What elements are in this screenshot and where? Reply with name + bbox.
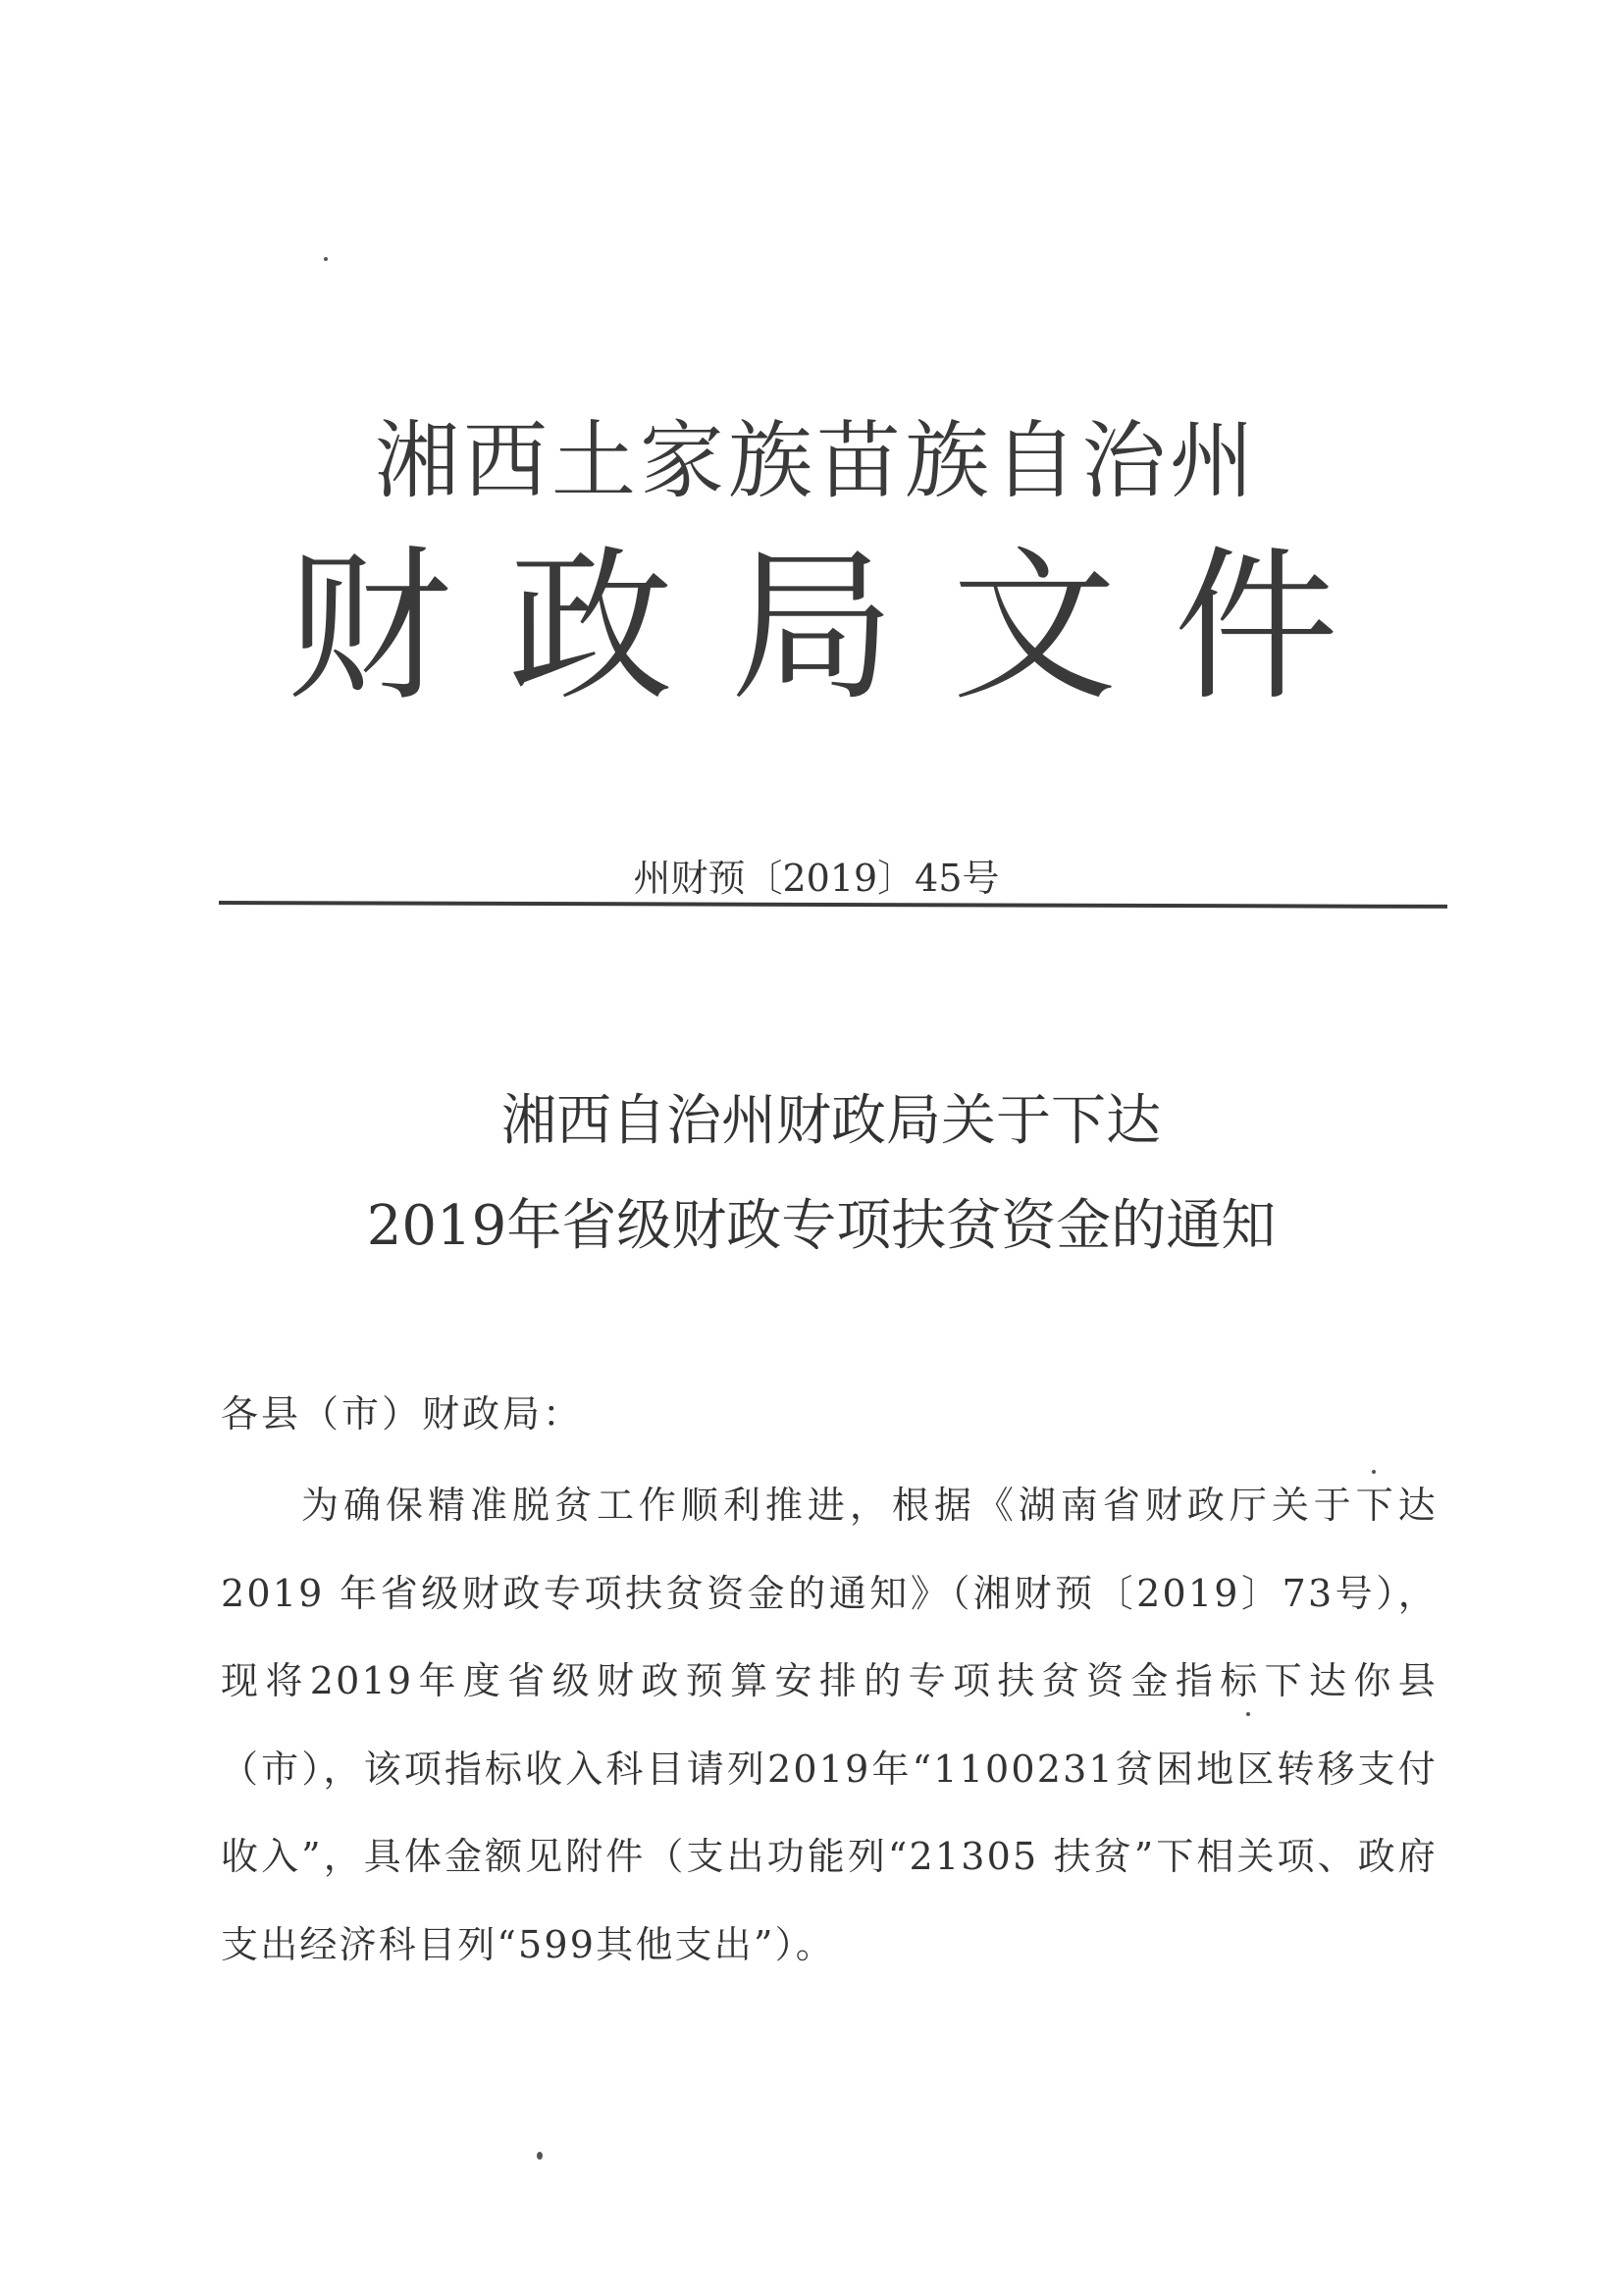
scan-speck — [324, 257, 328, 261]
issuing-org-name: 湘西土家族苗族自治州 — [375, 412, 1258, 510]
scan-speck — [1246, 1712, 1250, 1716]
document-type-heading: 财政局文件 — [287, 531, 1395, 723]
scan-speck — [1372, 1470, 1376, 1474]
body-paragraph: 为确保精准脱贫工作顺利推进，根据《湖南省财政厅关于下达 2019 年省级财政专项扶贫资金的通知》（湘财预〔2019〕73号），现将2019年度省级财政预算安排的专项扶贫资金指标下达你县（市），该项指标收入科目请列2019年“1100231贫困地区转移支付收入”，具体金额见附件（支出功能列“21305 扶贫”下相关项、政府支出经济科目列“599其他支出”）。 — [221, 1484, 1438, 1966]
header-divider — [219, 901, 1447, 909]
document-number: 州财预〔2019〕45号 — [633, 857, 1000, 900]
notice-title-line2: 2019年省级财政专项扶贫资金的通知 — [366, 1194, 1277, 1258]
scan-speck — [537, 2152, 543, 2160]
notice-title-line1: 湘西自治州财政局关于下达 — [501, 1089, 1161, 1153]
salutation: 各县（市）财政局： — [221, 1392, 584, 1435]
